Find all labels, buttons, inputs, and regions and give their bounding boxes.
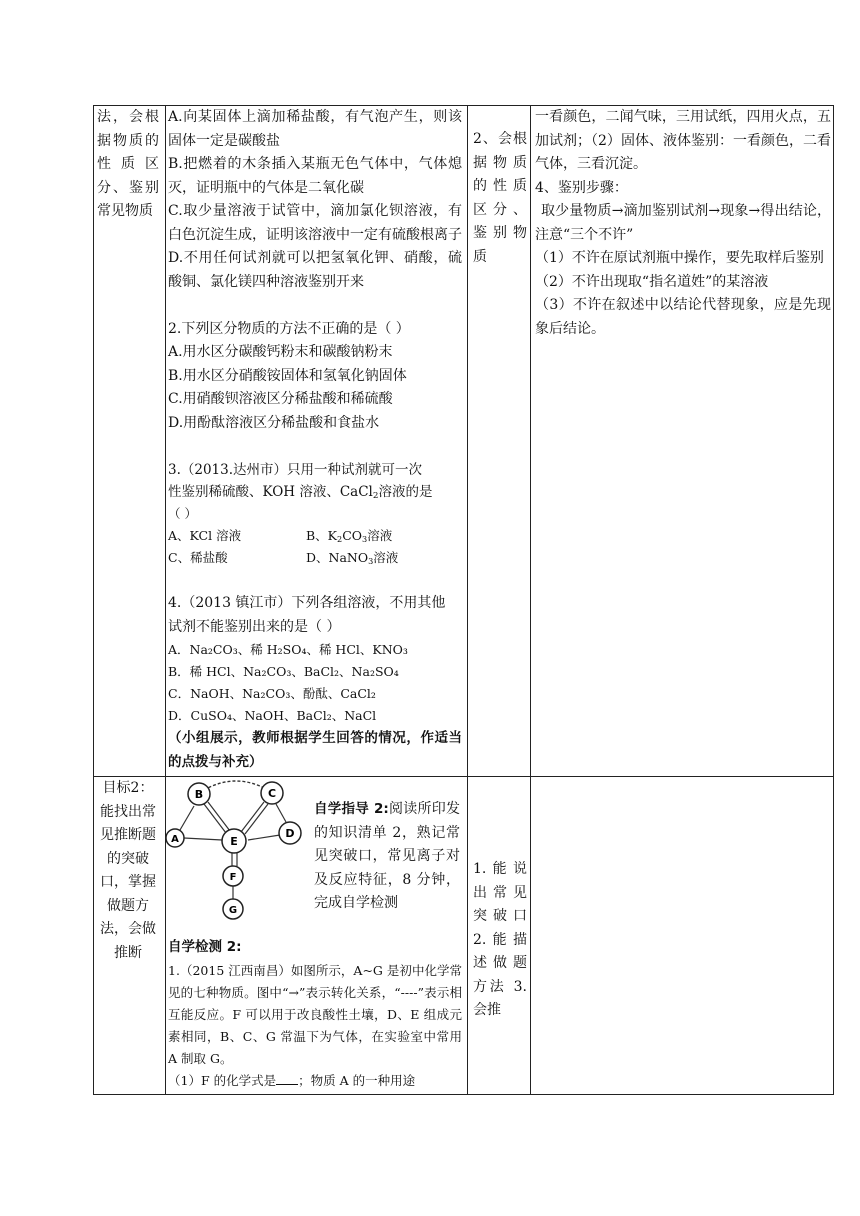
column-divider-1 <box>165 105 166 1095</box>
self-check-cell <box>168 936 462 1092</box>
q2-option-d: D.用酚酞溶液区分稀盐酸和食盐水 <box>168 414 380 431</box>
knowledge-line-4: （1）不许在原试剂瓶中操作，要先取样后鉴别 <box>535 250 824 266</box>
knowledge-line-3: 取少量物质→滴加鉴别试剂→现象→得出结论，注意“三个不许” <box>535 203 831 243</box>
objective-text-1: 法，会根据物质的性质区分、鉴别常见物质 <box>97 109 159 219</box>
node-f <box>223 866 243 886</box>
q2-option-c: C.用硝酸钡溶液区分稀盐酸和稀硫酸 <box>168 391 393 407</box>
goal-text-1: 2、会根据物质的性质区分、鉴别物质 <box>473 131 527 265</box>
node-g <box>223 899 243 919</box>
svg-text:G: G <box>228 905 238 916</box>
q1-option-c: C.取少量溶液于试管中，滴加氯化钡溶液，有白色沉淀生成，证明该溶液中一定有硫酸根离子 <box>168 203 462 243</box>
q3-stem-line2: 性鉴别稀硫酸、KOH 溶液、CaCl$_2$溶液的是 <box>168 483 433 501</box>
link-d-e <box>248 835 280 840</box>
svg-text:F: F <box>229 872 237 883</box>
check-text: 1.（2015 江西南昌）如图所示，A~G 是初中化学常见的七种物质。图中“→”表示转化关系，“----”表示相互能反应。F 可以用于改良酸性土壤，D、E 组成元素相同，B、C、G 常温下为气体，在实验室中常用 A 制取 G。 <box>168 962 462 1066</box>
column-divider-3 <box>530 105 531 1095</box>
arc-b-c <box>204 781 268 790</box>
q4-stem-line1: 4.（2013 镇江市）下列各组溶液，不用其他 <box>168 595 446 611</box>
guide-text: 自学指导 2:阅读所印发的知识清单 2，熟记常见突破口，常见离子对及反应特征，8 分钟，完成自学检测 <box>314 801 460 911</box>
svg-text:E: E <box>230 835 238 848</box>
q2-option-a: A.用水区分碳酸钙粉末和碳酸钠粉末 <box>168 344 393 360</box>
q1-option-d: D.不用任何试剂就可以把氢氧化钾、硝酸，硫酸铜、氯化镁四种溶液鉴别开来 <box>168 250 462 290</box>
objective-cell-2 <box>97 777 159 965</box>
check-question-1: （1）F 的化学式是 ；物质 A 的一种用途 <box>168 1072 416 1088</box>
link-a-b <box>180 806 194 830</box>
column-divider-2 <box>467 105 468 1095</box>
node-d <box>279 822 301 844</box>
knowledge-cell-1 <box>535 106 831 341</box>
q4-option-d: D．CuSO₄、NaOH、BaCl₂、NaCl <box>168 708 377 723</box>
goal-cell-2 <box>473 858 527 1023</box>
exercise-cell-1 <box>168 106 462 774</box>
q4-option-b: B．稀 HCl、Na₂CO₃、BaCl₂、Na₂SO₄ <box>168 664 399 679</box>
link-d-c <box>276 804 286 822</box>
q2-option-b: B.用水区分硝酸铵固体和氢氧化钠固体 <box>168 367 407 384</box>
check-title: 自学检测 2: <box>168 939 242 955</box>
teacher-note: （小组展示，教师根据学生回答的情况，作适当的点拨与补充） <box>168 730 462 770</box>
link-c-e <box>241 802 264 832</box>
q3-options-cd: C、稀盐酸 D、NaNO$_3$溶液 <box>168 549 399 566</box>
table-bottom-border <box>93 1094 833 1095</box>
svg-text:B: B <box>194 788 204 801</box>
svg-text:C: C <box>267 787 277 800</box>
goal-text-2: 1.能说出常见突破口 2.能描述做题方法 3.会推 <box>473 861 527 1018</box>
goal-cell-1 <box>473 128 527 269</box>
knowledge-line-6: （3）不许在叙述中以结论代替现象，应是先现象后结论。 <box>535 297 831 337</box>
q4-stem-line2: 试剂不能鉴别出来的是（ ） <box>168 618 341 635</box>
link-c-e-2 <box>245 804 268 834</box>
knowledge-line-1: 一看颜色，二闻气味，三用试纸，四用火点，五加试剂；（2）固体、液体鉴别：一看颜色，二看气体，三看沉淀。 <box>535 109 831 172</box>
q4-option-c: C．NaOH、Na₂CO₃、酚酞、CaCl₂ <box>168 686 376 701</box>
q2-stem: 2.下列区分物质的方法不正确的是（ ） <box>168 320 410 337</box>
link-b-e <box>204 804 226 833</box>
row-divider <box>93 776 833 777</box>
svg-text:D: D <box>285 827 295 840</box>
q3-options-ab: A、KCl 溶液 B、$K_2CO_3$溶液 <box>168 527 393 544</box>
table-left-border <box>93 105 94 1095</box>
q3-stem-line1: 3.（2013.达州市）只用一种试剂就可一次 <box>168 461 423 478</box>
link-a-e <box>184 838 222 840</box>
link-b-e-2 <box>208 802 230 831</box>
q4-option-a: A．Na₂CO₃、稀 H₂SO₄、稀 HCl、KNO₃ <box>168 642 408 657</box>
self-study-guide <box>314 798 460 916</box>
knowledge-line-2: 4、鉴别步骤： <box>535 179 628 196</box>
reaction-diagram <box>166 778 302 920</box>
node-b <box>188 783 210 805</box>
q1-option-a: A.向某固体上滴加稀盐酸，有气泡产生，则该固体一定是碳酸盐 <box>168 109 462 149</box>
table-right-border <box>833 105 834 1095</box>
knowledge-line-5: （2）不许出现取“指名道姓”的某溶液 <box>535 273 769 290</box>
node-a <box>166 829 184 847</box>
objective-text-2: 目标2：能找出常见推断题的突破口，掌握做题方法，会做推断 <box>100 780 156 961</box>
q3-paren: （ ） <box>168 505 197 521</box>
q1-option-b: B.把燃着的木条插入某瓶无色气体中，气体熄灭，证明瓶中的气体是二氧化碳 <box>168 156 462 196</box>
node-e <box>222 829 246 853</box>
answer-blank[interactable] <box>276 1071 298 1085</box>
objective-cell-1 <box>97 106 159 224</box>
svg-text:A: A <box>171 834 179 845</box>
node-c <box>261 782 283 804</box>
